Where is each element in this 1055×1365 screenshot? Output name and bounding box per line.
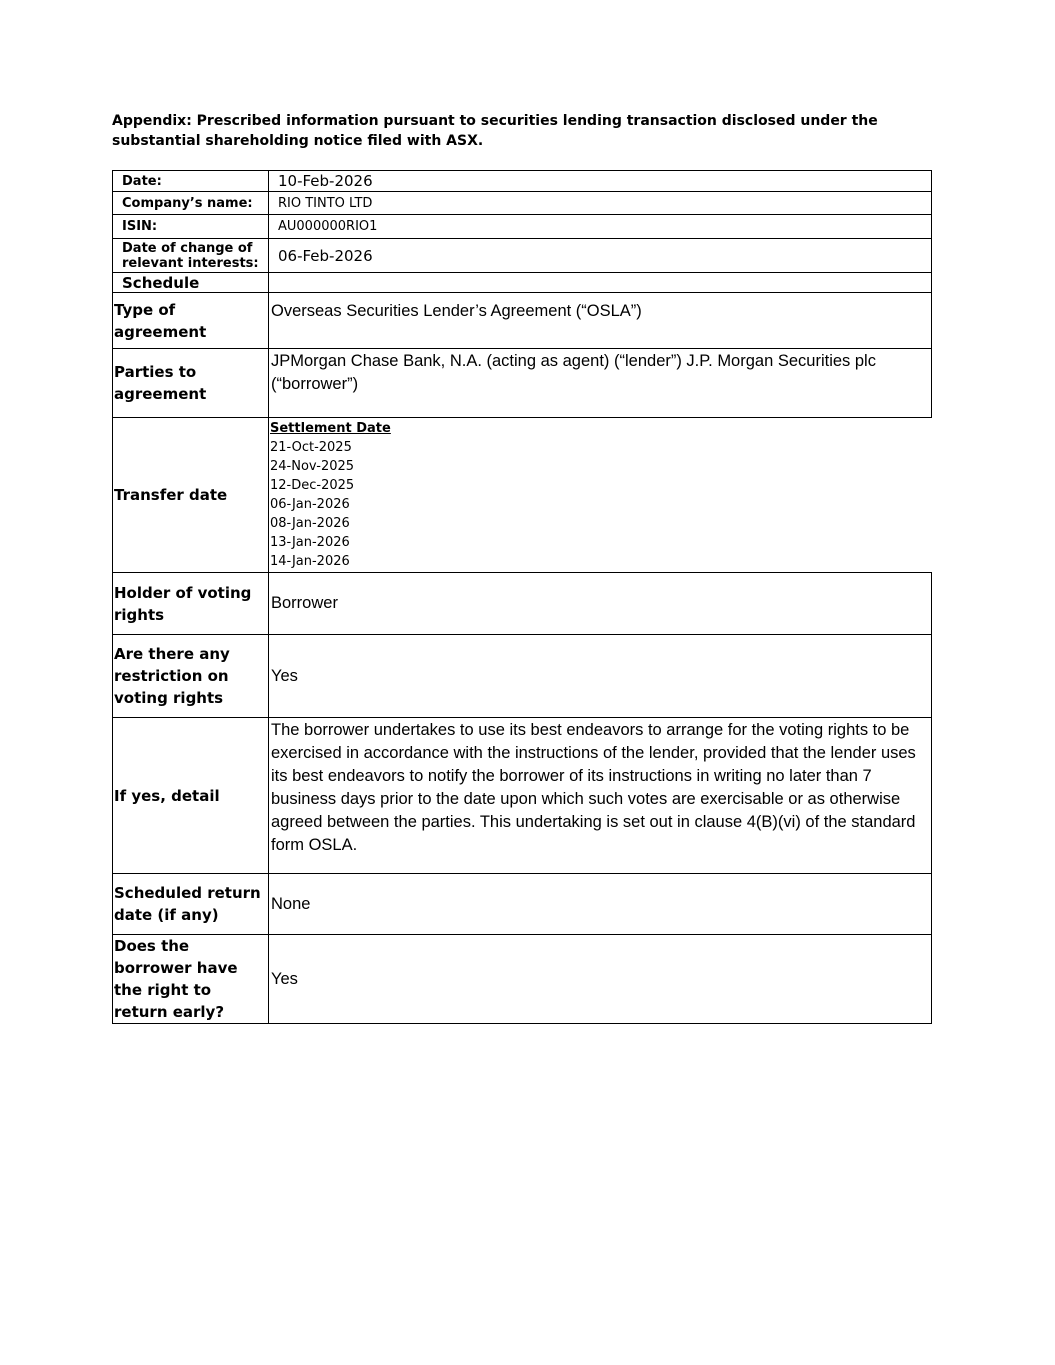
settlement-date: 06-Jan-2026 — [270, 497, 350, 512]
row-company — [113, 192, 932, 215]
row-detail — [113, 718, 932, 874]
parties-value: JPMorgan Chase Bank, N.A. (acting as agent) (“lender”) J.P. Morgan Securities plc (“borrower”) — [269, 349, 932, 418]
agreement-type-label: Type of agreement — [113, 293, 269, 349]
row-early-return — [113, 935, 932, 1024]
row-agreement-type — [113, 293, 932, 349]
row-voting-holder — [113, 573, 932, 635]
settlement-date: 24-Nov-2025 — [270, 459, 355, 474]
company-value: RIO TINTO LTD — [269, 192, 932, 215]
row-schedule — [113, 273, 932, 293]
settlement-dates — [269, 418, 932, 573]
voting-holder-value: Borrower — [269, 573, 932, 635]
disclosure-table — [112, 170, 932, 1024]
settlement-date: 08-Jan-2026 — [270, 516, 350, 531]
company-label: Company’s name: — [113, 192, 269, 215]
isin-value: AU000000RIO1 — [269, 215, 932, 239]
settlement-date: 21-Oct-2025 — [270, 440, 352, 455]
settlement-date-header: Settlement Date — [270, 421, 391, 436]
detail-value: The borrower undertakes to use its best endeavors to arrange for the voting rights to be exercised in accordance with the instructions of the lender, provided that the lender uses its best endeavors to notify the borrower of its instructions in writing no later than 7 business days prior to the date upon which such votes are exercisable or as otherwise agreed between the parties. This undertaking is set out in clause 4(B)(vi) of the standard form OSLA. — [269, 718, 932, 874]
row-return-date — [113, 874, 932, 935]
transfer-date-label: Transfer date — [113, 418, 269, 573]
date-value: 10-Feb-2026 — [269, 171, 932, 192]
row-restriction — [113, 635, 932, 718]
return-date-value: None — [269, 874, 932, 935]
settlement-date: 14-Jan-2026 — [270, 554, 350, 569]
voting-holder-label: Holder of voting rights — [113, 573, 269, 635]
settlement-date: 13-Jan-2026 — [270, 535, 350, 550]
row-isin — [113, 215, 932, 239]
appendix-heading: Appendix: Prescribed information pursuant to securities lending transaction disclosed under the substantial shareholding notice filed with ASX. — [112, 113, 878, 149]
date-label: Date: — [113, 171, 269, 192]
return-date-label: Scheduled return date (if any) — [113, 874, 269, 935]
row-parties — [113, 349, 932, 418]
isin-label: ISIN: — [113, 215, 269, 239]
agreement-type-value: Overseas Securities Lender’s Agreement (“OSLA”) — [269, 293, 932, 349]
restriction-value: Yes — [269, 635, 932, 718]
settlement-date: 12-Dec-2025 — [270, 478, 355, 493]
change-date-value: 06-Feb-2026 — [269, 239, 932, 273]
detail-label: If yes, detail — [113, 718, 269, 874]
schedule-label: Schedule — [113, 273, 269, 293]
row-transfer-date — [113, 418, 932, 573]
row-date — [113, 171, 932, 192]
early-return-value: Yes — [269, 935, 932, 1024]
early-return-label: Does the borrower have the right to return early? — [113, 935, 269, 1024]
restriction-label: Are there any restriction on voting rights — [113, 635, 269, 718]
row-change-date — [113, 239, 932, 273]
parties-label: Parties to agreement — [113, 349, 269, 418]
schedule-value — [269, 273, 932, 293]
change-date-label: Date of change of relevant interests: — [113, 239, 269, 273]
